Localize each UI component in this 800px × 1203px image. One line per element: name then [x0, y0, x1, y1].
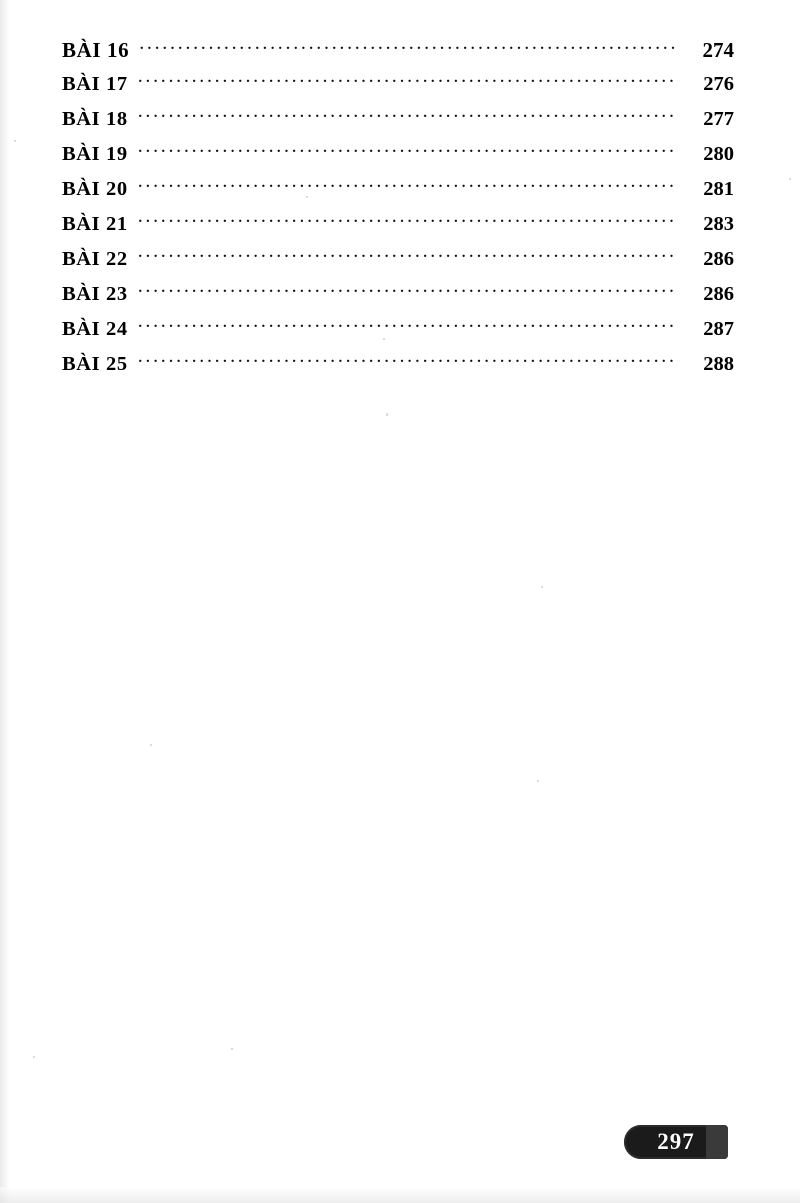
toc-entry-label: BÀI 16: [62, 38, 130, 62]
page-folio: [624, 1125, 728, 1159]
toc-leader-dots: [138, 354, 676, 370]
toc-entry-page: 287: [703, 318, 734, 340]
toc-entry[interactable]: [62, 73, 734, 108]
scan-speck: [541, 586, 543, 588]
toc-entry[interactable]: [62, 353, 734, 388]
toc-leader-dots: [139, 41, 676, 57]
toc-entry-label: BÀI 19: [62, 143, 128, 165]
toc-entry-label: BÀI 22: [62, 248, 128, 270]
toc-entry[interactable]: [62, 108, 734, 143]
toc-leader-dots: [138, 109, 676, 125]
toc-leader-dots: [138, 74, 676, 90]
toc-entry[interactable]: [62, 213, 734, 248]
toc-entry-page: 286: [703, 283, 734, 305]
scan-edge-bottom: [0, 1187, 800, 1203]
toc-entry[interactable]: [62, 318, 734, 353]
toc-leader-dots: [138, 249, 676, 265]
scan-speck: [33, 1056, 35, 1058]
toc-entry-label: BÀI 18: [62, 108, 128, 130]
toc-entry-page: 274: [702, 38, 734, 62]
toc-leader-dots: [138, 179, 676, 195]
page-number: 297: [657, 1129, 695, 1154]
toc-entry-label: BÀI 21: [62, 213, 128, 235]
scan-speck: [231, 1048, 233, 1050]
toc-leader-dots: [138, 214, 676, 230]
toc-leader-dots: [138, 144, 676, 160]
toc-entry-label: BÀI 23: [62, 283, 128, 305]
toc-entry-label: BÀI 20: [62, 178, 128, 200]
toc-entry-page: 283: [703, 213, 734, 235]
toc-entry-label: BÀI 24: [62, 318, 128, 340]
toc-entry[interactable]: [62, 143, 734, 178]
toc-entry[interactable]: [62, 283, 734, 318]
toc-entry-page: 281: [703, 178, 734, 200]
toc-entry-page: 277: [703, 108, 734, 130]
toc-entry-page: 286: [703, 248, 734, 270]
scan-speck: [14, 140, 16, 142]
toc-entry[interactable]: [62, 38, 734, 73]
toc-leader-dots: [138, 319, 676, 335]
toc-entry-label: BÀI 25: [62, 353, 128, 375]
toc-entry-page: 276: [703, 73, 734, 95]
toc-entry-page: 280: [703, 143, 734, 165]
toc-entry[interactable]: [62, 248, 734, 283]
scan-speck: [537, 780, 539, 782]
toc-entry-page: 288: [703, 353, 734, 375]
scan-speck: [386, 413, 388, 416]
scan-speck: [150, 744, 152, 746]
toc-entry-label: BÀI 17: [62, 73, 128, 95]
toc-entry[interactable]: [62, 178, 734, 213]
table-of-contents: [62, 38, 734, 388]
scan-edge-left: [0, 0, 10, 1203]
toc-leader-dots: [138, 284, 676, 300]
scan-speck: [789, 178, 791, 180]
